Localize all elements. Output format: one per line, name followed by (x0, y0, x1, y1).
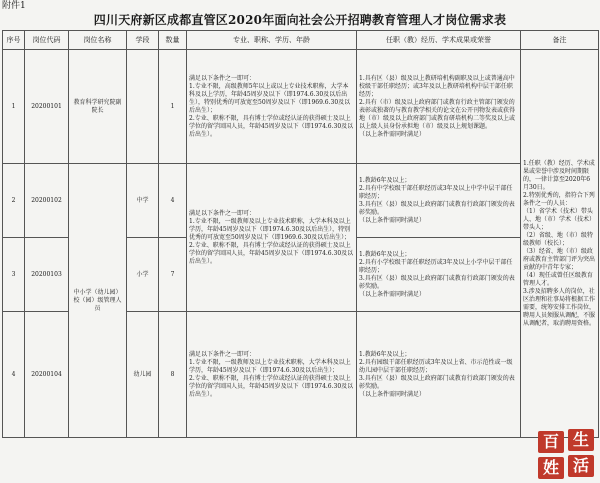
row-code: 20200103 (25, 238, 69, 312)
stamp-char: 百 (538, 431, 564, 453)
row-requirements: 满足以下条件之一即可： 1.专业不限，一级教师及以上专业技术职称，大学本科及以上学历，年龄45周岁及以下（即1974.6.30及以后出生），特别优秀的可放宽至50周岁及以下（即1969.6.30及以后出生）； 2.专业、职称不限，具有博士学位或经认证的获得硕士及以上学位的留学回国人员，年龄45周岁及以下（即1974.6.30及以后出生）。 (187, 164, 357, 312)
table-row (3, 50, 599, 164)
table-row (3, 164, 599, 238)
row-no: 1 (3, 50, 25, 164)
col-header-stage: 学段 (127, 31, 159, 50)
col-header-no: 序号 (3, 31, 25, 50)
row-position: 中小学（幼儿园）校（园）级管理人员 (69, 164, 127, 438)
row-requirements: 满足以下条件之一即可： 1.专业不限，高级教师5年以上或以上专业技术职称，大学本科及以上学历，年龄45周岁及以下（即1974.6.30及以后出生），特别优秀的可放宽至50周岁及以下（即1969.6.30及以后出生）； 2.专业、职称不限，具有博士学位或经认证的获得硕士及以上学位的留学回国人员，年龄45周岁及以下（即1974.6.30及以后出生）。 (187, 50, 357, 164)
col-header-name: 岗位名称 (69, 31, 127, 50)
col-header-remark: 备注 (521, 31, 599, 50)
page-title: 四川天府新区成都直管区2020年面向社会公开招聘教育管理人才岗位需求表 (93, 13, 507, 27)
col-header-code: 岗位代码 (25, 31, 69, 50)
row-qty: 1 (159, 50, 187, 164)
row-no: 3 (3, 238, 25, 312)
row-code: 20200102 (25, 164, 69, 238)
col-header-qty: 数量 (159, 31, 187, 50)
row-stage: 中学 (127, 164, 159, 238)
col-header-requirements: 专业、职称、学历、年龄 (187, 31, 357, 50)
row-qty: 8 (159, 312, 187, 438)
attachment-label: 附件1 (2, 1, 26, 11)
requirements-table (2, 30, 599, 438)
stamp-char: 生 (568, 429, 594, 451)
row-experience: 1.教龄6年及以上； 2.具有中学校级干部任职经历或3年及以上中学中层干部任职经历； 3.具有区（县）级及以上政府部门或教育行政部门颁发的表彰奖励。 （以上条件需同时满足） (357, 164, 521, 238)
row-stage (127, 50, 159, 164)
row-qty: 4 (159, 164, 187, 238)
row-qty: 7 (159, 238, 187, 312)
col-header-experience: 任职（教）经历、学术成果或荣誉 (357, 31, 521, 50)
row-experience: 1.教龄6年及以上； 2.具有小学校级干部任职经历或3年及以上小学中层干部任职经历； 3.具有区（县）级及以上政府部门或教育行政部门颁发的表彰奖励。 （以上条件需同时满足） (357, 238, 521, 312)
row-no: 4 (3, 312, 25, 438)
stamp-char: 活 (568, 455, 594, 477)
table-header-row (3, 31, 599, 50)
row-requirements: 满足以下条件之一即可： 1.专业不限，一级教师及以上专业技术职称，大学本科及以上学历，年龄45周岁及以下（即1974.6.30及以后出生）； 2.专业、职称不限，具有博士学位或经认证的获得硕士及以上学位的留学回国人员，年龄45周岁及以下（即1974.6.30及以后出生）。 (187, 312, 357, 438)
row-code: 20200101 (25, 50, 69, 164)
row-experience: 1.具有区（县）级及以上教研培机构副职及以上或普通高中校级干部任职经历；或3年及以上教研培机构中层干部任职经历； 2.具有（市）级及以上政府部门或教育行政主管部门颁发的表彰或独著的与教育教学相关的论文在公开刊物发表或获得地（市）级及以上政府部门或教育研培机构二等奖及以上或以上级人员身份承担地（市）级及以上规划课题。 （以上条件需同时满足） (357, 50, 521, 164)
stamp-char: 姓 (538, 457, 564, 479)
remark-cell: 1.任职（教）经历、学术成果或荣誉中涉及时间期限的，一律计算至2020年6月30日。 2.特别优秀的，指符合下列条件之一的人员： （1）省学术（技术）带头人、地（市）学术（技术）带头人； （2）省级、地（市）级特级教师（校长）； （3）经省、地（市）级政府或教育主管部门评为突出贡献的中青年专家； （4）现任或曾任区级教育管理人才。 3.涉及招聘多人的岗位，社区治理和社事局将根据工作需要，统筹安排工作岗位，聘用人员须服从调配，不服从调配者，取消聘用资格。 (521, 50, 599, 438)
row-stage: 小学 (127, 238, 159, 312)
row-code: 20200104 (25, 312, 69, 438)
row-experience: 1.教龄6年及以上； 2.具有园级干部任职经历或3年及以上省、市示范性或一级幼儿园中层干部任职经历； 3.具有区（县）级及以上政府部门或教育行政部门颁发的表彰奖励。 （以上条件需同时满足） (357, 312, 521, 438)
row-stage: 幼儿园 (127, 312, 159, 438)
row-no: 2 (3, 164, 25, 238)
row-position: 教育科学研究院副院长 (69, 50, 127, 164)
watermark-stamp (534, 429, 598, 481)
